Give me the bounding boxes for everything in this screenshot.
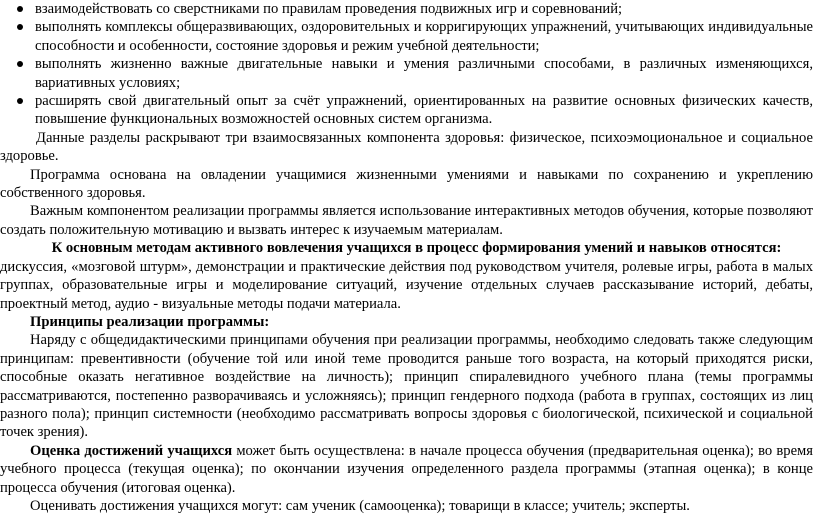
paragraph-interactive-methods: Важным компонентом реализации программы является использование интерактивных методов обучения, которые позволяют создать положительную мотивацию и вызвать интерес к изучаемым материалам. [0, 203, 813, 238]
paragraph-evaluators: Оценивать достижения учащихся могут: сам ученик (самооценка); товарищи в классе; учитель; эксперты. [30, 497, 690, 514]
paragraph-program-basis: Программа основана на овладении учащимися жизненными умениями и навыками по сохранению и укреплению собственного здоровья. [0, 166, 813, 202]
bullet-text: расширять свой двигательный опыт за счёт упражнений, ориентированных на развитие основных физических качеств, повышение функциональных возможностей основных систем организма. [35, 93, 813, 128]
bullet-icon [17, 24, 23, 30]
bullet-text: взаимодействовать со сверстниками по правилам проведения подвижных игр и соревнований; [35, 1, 623, 17]
bullet-icon [17, 98, 23, 104]
bullet-item [0, 92, 813, 129]
skills-bullet-list [0, 0, 813, 129]
heading-principles [0, 313, 813, 331]
bullet-item [0, 55, 813, 92]
paragraph-assessment [0, 442, 813, 497]
bullet-text: выполнять жизненно важные двигательные навыки и умения различными способами, в различных изменяющихся, вариативных условиях; [35, 56, 813, 91]
paragraph-health-components: Данные разделы раскрывают три взаимосвязанных компонента здоровья: физическое, психоэмоциональное и социальное здоровье. [0, 129, 813, 165]
heading-principles-text: Принципы реализации программы: [30, 313, 270, 330]
paragraph-principles: Наряду с общедидактическими принципами обучения при реализации программы, необходимо следовать также следующим принципам: превентивности (обучение той или иной теме проводится раньше того возраста, на который приходятся риски, способные оказать негативное воздействие на личность); принцип спиралевидного учебного плана (темы программы рассматриваются, постепенно разворачиваясь и усложняясь); принцип гендерного подхода (работа в группах, состоящих из лиц разного пола); принцип системности (необходимо рассматривать вопросы здоровья с биологической, психической и социальной точек зрения). [0, 332, 813, 441]
assessment-bold-text: Оценка достижений учащихся [30, 442, 233, 459]
bullet-icon [17, 61, 23, 67]
paragraph-active-methods-list: дискуссия, «мозговой штурм», демонстрации и практические действия под руководством учителя, ролевые игры, работа в малых группах, образовательные игры и моделирование ситуаций, изучение отдельных случаев рассказывание историй, дебаты, проектный метод, аудио - визуальные методы подачи материала. [0, 258, 813, 312]
assessment-rest-text: может быть осуществлена: в начале процесса обучения (предварительная оценка); во время учебного процесса (текущая оценка); по окончании изучения определенного раздела программы (этапная оценка); в конце процесса обучения (итоговая оценка). [0, 442, 813, 496]
bullet-item [0, 0, 813, 18]
bullet-text: выполнять комплексы общеразвивающих, оздоровительных и корригирующих упражнений, учитывающих индивидуальные способности и особенности, состояние здоровья и режим учебной деятельности; [35, 19, 813, 54]
heading-active-methods: К основным методам активного вовлечения учащихся в процесс формирования умений и навыков относятся: [51, 240, 782, 257]
bullet-item [0, 18, 813, 55]
bullet-icon [17, 6, 23, 12]
